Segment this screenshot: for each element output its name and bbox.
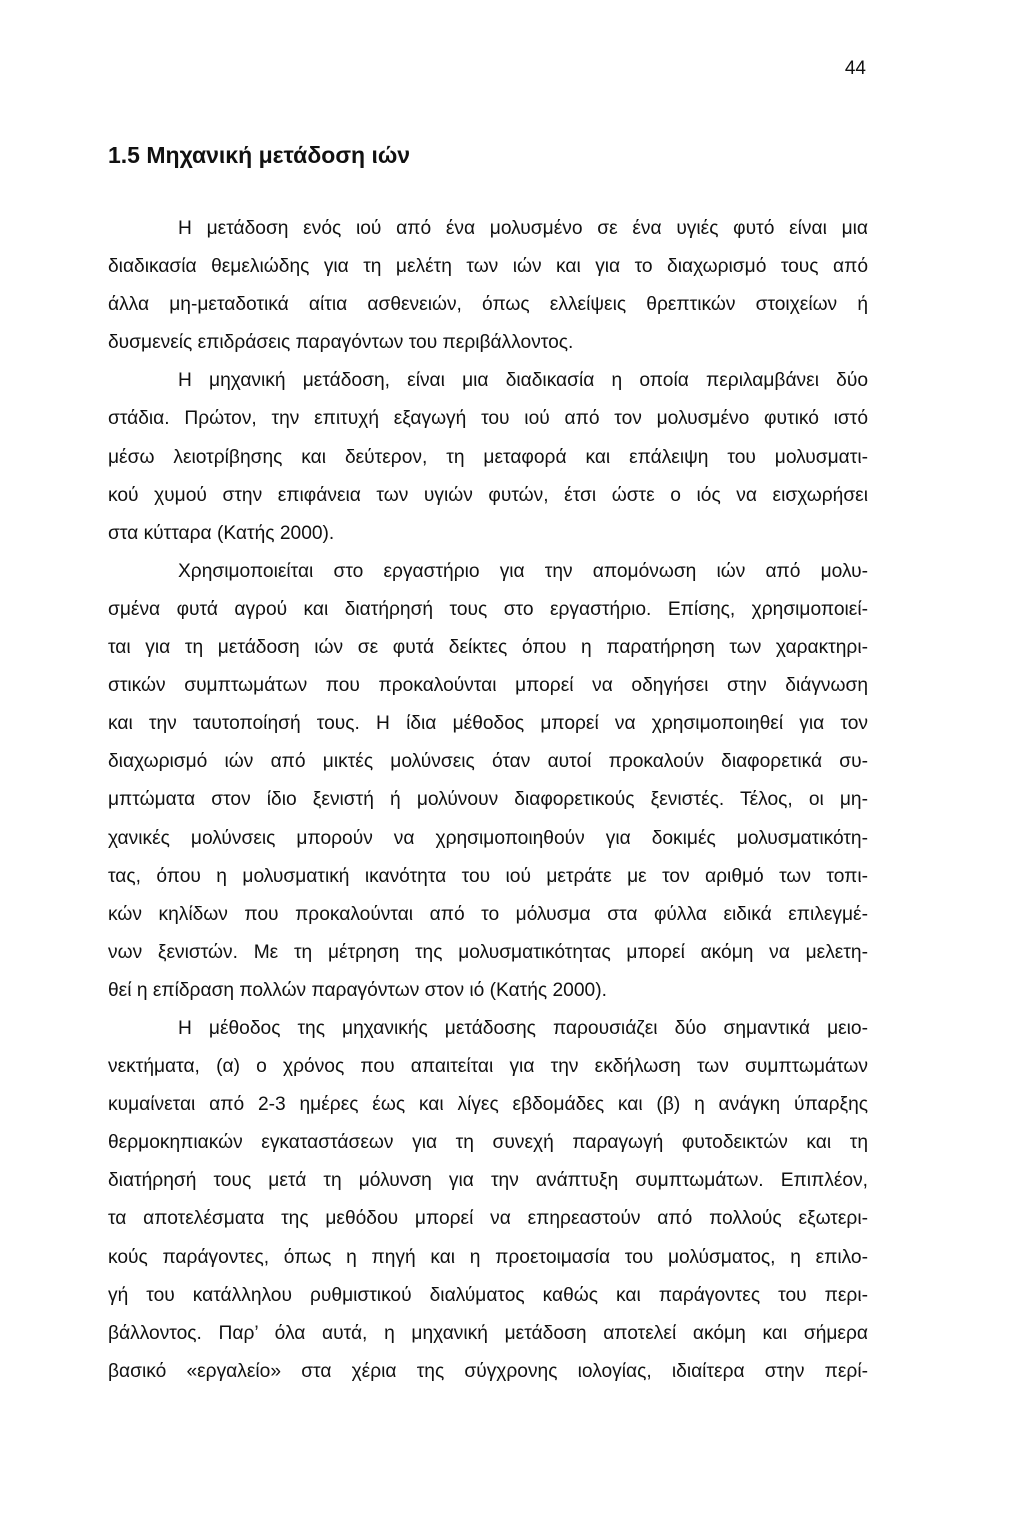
text-line: στικών συμπτωμάτων που προκαλούνται μπορεί να οδηγήσει στην διάγνωση	[108, 675, 868, 697]
text-line: μέσω λειοτρίβησης και δεύτερον, τη μεταφορά και επάλειψη του μολυσματι-	[108, 446, 868, 468]
text-line: διαδικασία θεμελιώδης για τη μελέτη των ιών και για το διαχωρισμό τους από	[108, 256, 868, 278]
text-line: θερμοκηπιακών εγκαταστάσεων για τη συνεχή παραγωγή φυτοδεικτών και τη	[108, 1132, 868, 1154]
text-line: Η μέθοδος της μηχανικής μετάδοσης παρουσιάζει δύο σημαντικά μειο-	[178, 1017, 868, 1039]
text-line: χανικές μολύνσεις μπορούν να χρησιμοποιηθούν για δοκιμές μολυσματικότη-	[108, 827, 868, 849]
text-line: τα αποτελέσματα της μεθόδου μπορεί να επηρεαστούν από πολλούς εξωτερι-	[108, 1208, 868, 1230]
text-line: διαχωρισμό ιών από μικτές μολύνσεις όταν αυτοί προκαλούν διαφορετικά συ-	[108, 751, 868, 773]
text-line: νεκτήματα, (α) ο χρόνος που απαιτείται για την εκδήλωση των συμπτωμάτων	[108, 1056, 868, 1078]
text-line: άλλα μη-μεταδοτικά αίτια ασθενειών, όπως ελλείψεις θρεπτικών στοιχείων ή	[108, 294, 868, 316]
text-line: ται για τη μετάδοση ιών σε φυτά δείκτες όπου η παρατήρηση των χαρακτηρι-	[108, 637, 868, 659]
text-line: κούς παράγοντες, όπως η πηγή και η προετοιμασία του μολύσματος, η επιλο-	[108, 1246, 868, 1268]
text-line: κυμαίνεται από 2-3 ημέρες έως και λίγες εβδομάδες και (β) η ανάγκη ύπαρξης	[108, 1094, 868, 1116]
section-heading: 1.5 Μηχανική μετάδοση ιών	[108, 142, 411, 168]
text-line: και την ταυτοποίησή τους. Η ίδια μέθοδος μπορεί να χρησιμοποιηθεί για τον	[108, 713, 868, 735]
text-line: νων ξενιστών. Με τη μέτρηση της μολυσματικότητας μπορεί ακόμη να μελετη-	[108, 941, 868, 963]
text-line: στα κύτταρα (Κατής 2000).	[108, 522, 335, 544]
text-line: θεί η επίδραση πολλών παραγόντων στον ιό (Κατής 2000).	[108, 979, 607, 1001]
text-line: στάδια. Πρώτον, την επιτυχή εξαγωγή του ιού από τον μολυσμένο φυτικό ιστό	[108, 408, 868, 430]
text-line: διατήρησή τους μετά τη μόλυνση για την ανάπτυξη συμπτωμάτων. Επιπλέον,	[108, 1170, 868, 1192]
text-line: κών κηλίδων που προκαλούνται από το μόλυσμα στα φύλλα ειδικά επιλεγμέ-	[108, 903, 868, 925]
text-line: γή του κατάλληλου ρυθμιστικού διαλύματος καθώς και παράγοντες του περι-	[108, 1284, 868, 1306]
text-line: μπτώματα στον ίδιο ξενιστή ή μολύνουν διαφορετικούς ξενιστές. Τέλος, οι μη-	[108, 789, 868, 811]
body-text	[108, 210, 868, 1391]
text-line: κού χυμού στην επιφάνεια των υγιών φυτών, έτσι ώστε ο ιός να εισχωρήσει	[108, 484, 868, 506]
text-line: Η μηχανική μετάδοση, είναι μια διαδικασία η οποία περιλαμβάνει δύο	[178, 370, 868, 392]
text-line: Η μετάδοση ενός ιού από ένα μολυσμένο σε ένα υγιές φυτό είναι μια	[178, 218, 868, 239]
text-line: σμένα φυτά αγρού και διατήρησή τους στο εργαστήριο. Επίσης, χρησιμοποιεί-	[108, 598, 868, 620]
text-line: τας, όπου η μολυσματική ικανότητα του ιού μετράτε με τον αριθμό των τοπι-	[108, 865, 868, 887]
page-number: 44	[844, 58, 866, 79]
text-line: βάλλοντος. Παρ’ όλα αυτά, η μηχανική μετάδοση αποτελεί ακόμη και σήμερα	[108, 1322, 868, 1344]
text-line: βασικό «εργαλείο» στα χέρια της σύγχρονης ιολογίας, ιδιαίτερα στην περί-	[108, 1360, 868, 1382]
text-line: δυσμενείς επιδράσεις παραγόντων του περιβάλλοντος.	[108, 332, 574, 354]
text-line: Χρησιμοποιείται στο εργαστήριο για την απομόνωση ιών από μολυ-	[178, 560, 868, 582]
